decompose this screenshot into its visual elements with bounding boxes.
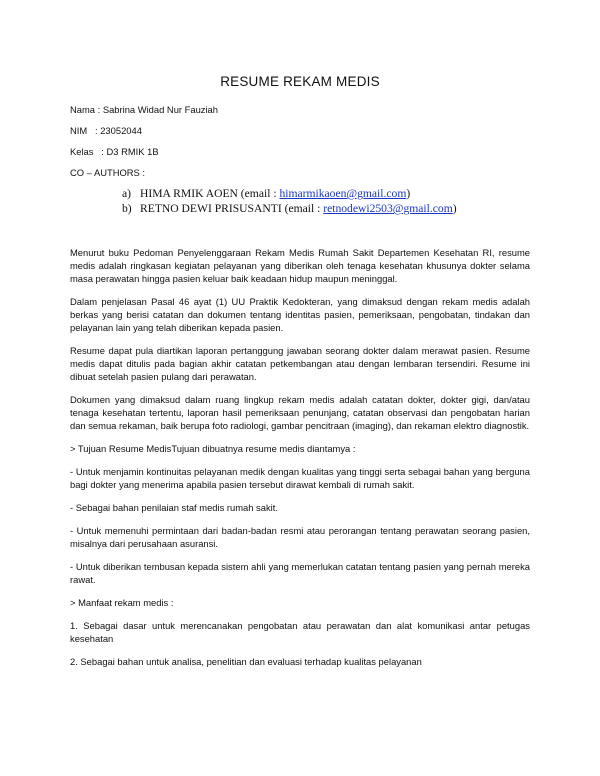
- co-author-close: ): [452, 202, 457, 215]
- student-name: Nama : Sabrina Widad Nur Fauziah: [70, 104, 218, 115]
- list-item: - Sebagai bahan penilaian staf medis rumah sakit.: [70, 502, 278, 513]
- list-item: - Untuk memenuhi permintaan dari badan-badan resmi atau perorangan tentang perawatan seorang pasien, misalnya dari perusahaan asuransi.: [70, 525, 530, 549]
- co-author-close: ): [406, 187, 411, 200]
- heading-tujuan: > Tujuan Resume MedisTujuan dibuatnya resume medis diantamya :: [70, 443, 356, 454]
- student-nim: NIM : 23052044: [70, 125, 142, 136]
- list-marker: a): [122, 187, 132, 200]
- co-author-email-link[interactable]: himarmikaoen@gmail.com: [279, 187, 407, 200]
- paragraph-definition: Menurut buku Pedoman Penyelenggaraan Rekam Medis Rumah Sakit Departemen Kesehatan RI, resume medis adalah ringkasan kegiatan pelayanan yang diberikan oleh tenaga kesehatan khusunya dokter selama masa perawatan hingga pasien keluar baik keadaan hidup maupun meninggal.: [70, 247, 530, 284]
- list-item: 2. Sebagai bahan untuk analisa, penelitian dan evaluasi terhadap kualitas pelayanan: [70, 656, 422, 667]
- paragraph-responsibility: Resume dapat pula diartikan laporan pertanggung jawaban seorang dokter dalam merawat pasien. Resume medis dapat ditulis pada bagian akhir catatan petkembangan atau dengan lembaran tersendiri. Resume ini dibuat setelah pasien pulang dari perawatan.: [70, 345, 530, 382]
- paragraph-scope: Dokumen yang dimaksud dalam ruang lingkup rekam medis adalah catatan dokter, dokter gigi, dan/atau tenaga kesehatan tertentu, laporan hasil pemeriksaan penunjang, catatan observasi dan pengobatan harian dan semua rekaman, baik berupa foto radiologi, gambar pencitraan (imaging), dan rekaman elektro diagnostik.: [70, 394, 530, 431]
- document-title: RESUME REKAM MEDIS: [220, 74, 380, 89]
- co-authors-list: [122, 186, 457, 216]
- list-item: - Untuk menjamin kontinuitas pelayanan medik dengan kualitas yang tinggi serta sebagai bahan yang berguna bagi dokter yang menerima apabila pasien tersebut dirawat kembali di rumah sakit.: [70, 466, 530, 490]
- list-item: - Untuk diberikan tembusan kepada sistem ahli yang memerlukan catatan tentang pasien yang pernah mereka rawat.: [70, 561, 530, 585]
- paragraph-legal-basis: Dalam penjelasan Pasal 46 ayat (1) UU Praktik Kedokteran, yang dimaksud dengan rekam medis adalah berkas yang berisi catatan dan dokumen tentang identitas pasien, pemeriksaan, pengobatan, tindakan dan pelayanan lain yang telah diberikan kepada pasien.: [70, 296, 530, 333]
- co-authors-label: CO – AUTHORS :: [70, 167, 146, 178]
- document-body: [70, 246, 530, 678]
- list-marker: b): [122, 202, 132, 215]
- heading-manfaat: > Manfaat rekam medis :: [70, 597, 174, 608]
- co-author-email-link[interactable]: retnodewi2503@gmail.com: [323, 202, 453, 215]
- co-author-name: RETNO DEWI PRISUSANTI (email :: [140, 202, 324, 215]
- list-item: 1. Sebagai dasar untuk merencanakan pengobatan atau perawatan dan alat komunikasi antar petugas kesehatan: [70, 620, 530, 644]
- student-class: Kelas : D3 RMIK 1B: [70, 146, 159, 157]
- co-author-item: [122, 201, 457, 216]
- co-author-item: [122, 186, 457, 201]
- co-author-name: HIMA RMIK AOEN (email :: [140, 187, 280, 200]
